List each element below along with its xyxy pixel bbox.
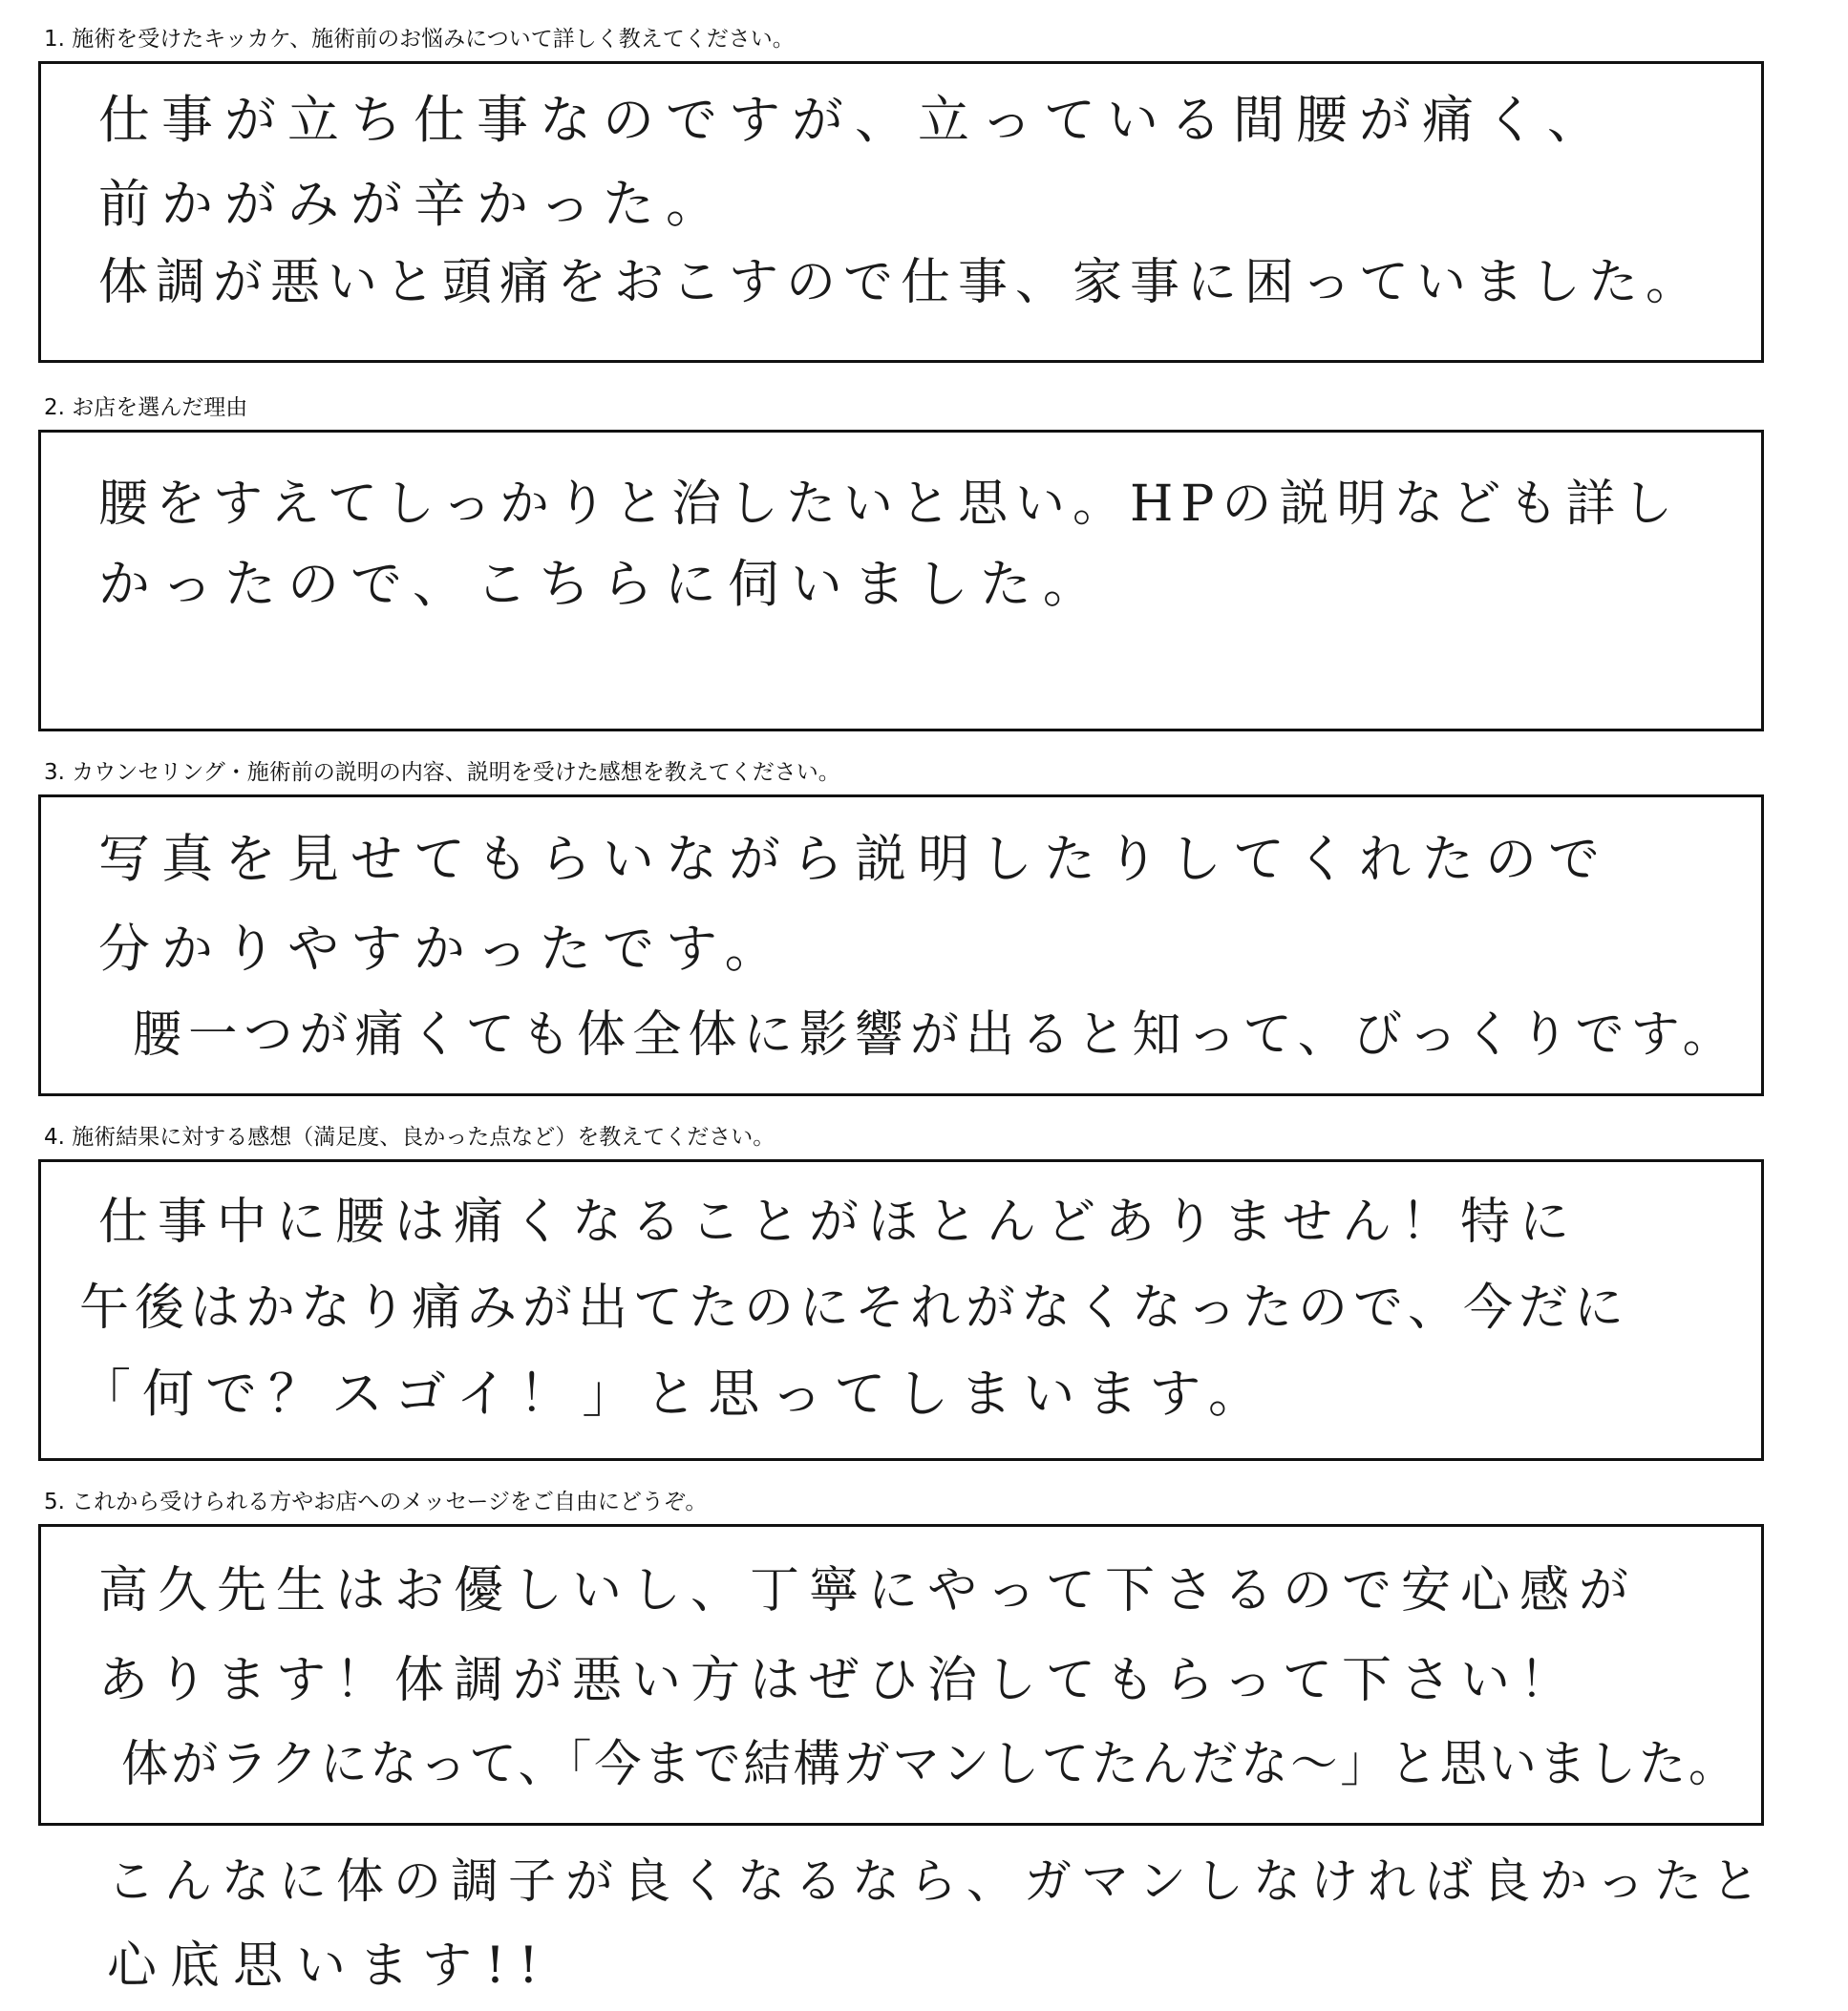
answer-2-line-2: かったので、こちらに伺いました。 <box>98 554 1106 614</box>
answer-5-line-1: 高久先生はお優しいし、丁寧にやって下さるので安心感が <box>98 1562 1639 1619</box>
question-1: 1. 施術を受けたキッカケ、施術前のお悩みについて詳しく教えてください。 <box>44 27 795 52</box>
answer-4-line-2: 午後はかなり痛みが出てたのにそれがなくなったので、今だに <box>79 1280 1629 1337</box>
question-4: 4. 施術結果に対する感想（満足度、良かった点など）を教えてください。 <box>44 1125 775 1150</box>
answer-5-line-2: あります！体調が悪い方はぜひ治してもらって下さい！ <box>98 1652 1580 1709</box>
answer-1-line-1: 仕事が立ち仕事なのですが、立っている間腰が痛く、 <box>98 90 1610 150</box>
answer-box-3 <box>38 794 1764 1096</box>
answer-1-line-2: 前かがみが辛かった。 <box>98 174 729 234</box>
answer-1-line-3: 体調が悪いと頭痛をおこすので仕事、家事に困っていました。 <box>98 254 1704 311</box>
question-2: 2. お店を選んだ理由 <box>44 395 248 420</box>
question-5: 5. これから受けられる方やお店へのメッセージをご自由にどうぞ。 <box>44 1490 708 1514</box>
question-3: 3. カウンセリング・施術前の説明の内容、説明を受けた感想を教えてください。 <box>44 760 840 785</box>
extra-line-1: こんなに体の調子が良くなるなら、ガマンしなければ良かったと <box>107 1853 1769 1909</box>
answer-2-line-1: 腰をすえてしっかりと治したいと思い。HPの説明なども詳し <box>98 476 1681 533</box>
answer-3-line-2: 分かりやすかったです。 <box>98 919 788 979</box>
answer-3-line-1: 写真を見せてもらいながら説明したりしてくれたので <box>98 829 1611 889</box>
answer-4-line-3: 「何で？スゴイ！」と思ってしまいます。 <box>79 1364 1272 1424</box>
answer-5-line-3: 体がラクになって、「今まで結構ガマンしてたんだな〜」と思いました。 <box>121 1736 1739 1793</box>
answer-4-line-1: 仕事中に腰は痛くなることがほとんどありません！特に <box>98 1194 1580 1251</box>
answer-3-line-3: 腰一つが痛くても体全体に影響が出ると知って、びっくりです。 <box>133 1006 1738 1064</box>
answer-box-1 <box>38 61 1764 363</box>
answer-box-2 <box>38 430 1764 731</box>
extra-line-2: 心底思います!! <box>107 1937 552 1995</box>
answer-box-5 <box>38 1524 1764 1826</box>
answer-box-4 <box>38 1159 1764 1461</box>
